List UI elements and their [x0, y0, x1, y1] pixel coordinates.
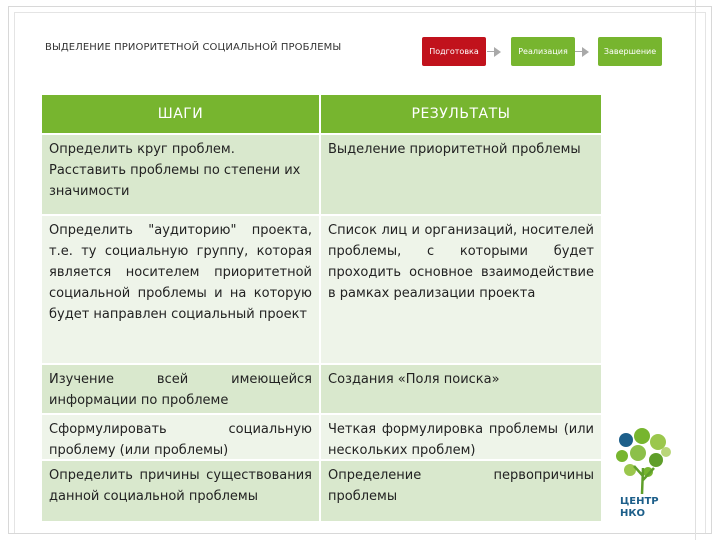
slide-frame-line — [695, 0, 696, 540]
table-cell-step: Определить "аудиторию" проекта, т.е. ту социальную группу, которая является носителем приоритетной социальной проблемы и на которую будет направлен социальный проект — [42, 216, 319, 363]
table-cell-result: Список лиц и организаций, носителей проблемы, с которыми будет проходить основное взаимодействие в рамках реализации проекта — [321, 216, 601, 363]
arrow-right-icon — [494, 47, 501, 57]
table-cell-result: Четкая формулировка проблемы (или нескольких проблем) — [321, 415, 601, 459]
arrow-right-icon — [582, 47, 589, 57]
table-cell-step: Определить причины существования данной социальной проблемы — [42, 461, 319, 521]
header-results: РЕЗУЛЬТАТЫ — [321, 95, 601, 133]
step-completion[interactable]: Завершение — [598, 37, 662, 66]
steps-results-table — [42, 95, 601, 521]
table-cell-step: Сформулировать социальную проблему (или проблемы) — [42, 415, 319, 459]
step-implementation[interactable]: Реализация — [511, 37, 575, 66]
slide-title: ВЫДЕЛЕНИЕ ПРИОРИТЕТНОЙ СОЦИАЛЬНОЙ ПРОБЛЕМЫ — [45, 42, 342, 53]
table-cell-result: Выделение приоритетной проблемы — [321, 135, 601, 214]
table-cell-step: Определить круг проблем. Расставить проблемы по степени их значимости — [42, 135, 319, 214]
table-cell-result: Создания «Поля поиска» — [321, 365, 601, 413]
header-steps: ШАГИ — [42, 95, 319, 133]
table-cell-step: Изучение всей имеющейся информации по проблеме — [42, 365, 319, 413]
step-preparation[interactable]: Подготовка — [422, 37, 486, 66]
logo-line2: НКО — [620, 508, 646, 519]
logo-text — [620, 496, 659, 520]
logo-line1: ЦЕНТР — [620, 496, 659, 507]
table-cell-result: Определение первопричины проблемы — [321, 461, 601, 521]
